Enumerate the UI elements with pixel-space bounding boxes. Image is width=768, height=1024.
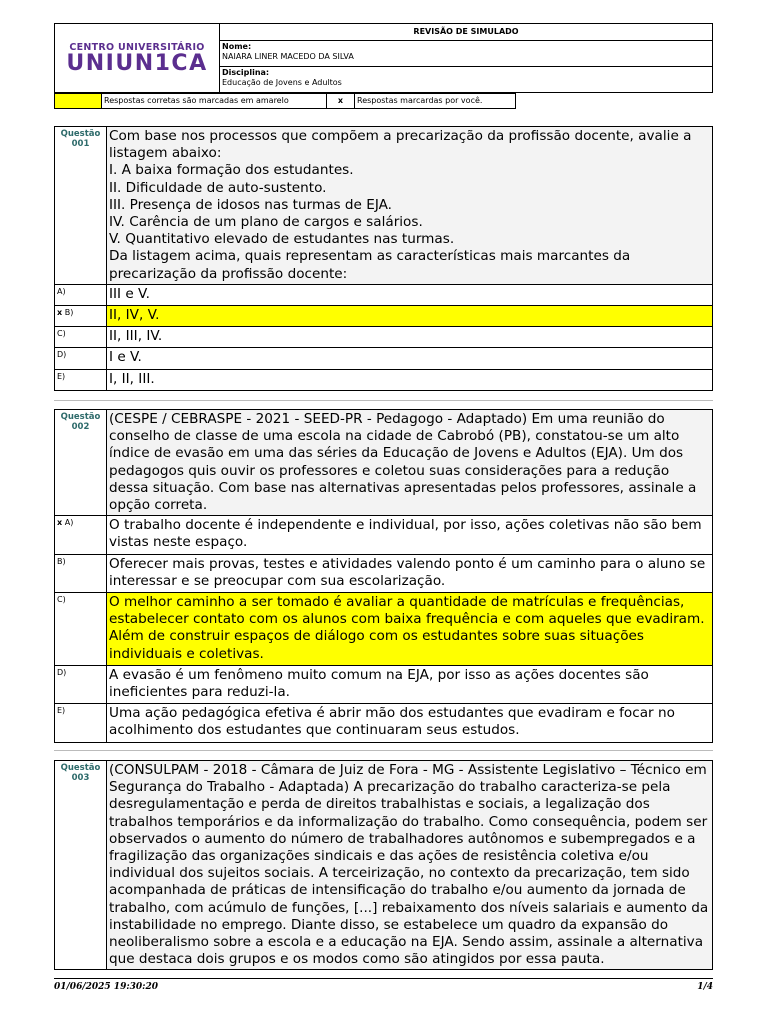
option-text: II, IV, V. (107, 306, 712, 326)
legend (54, 93, 516, 109)
option-text: O trabalho docente é independente e individual, por isso, ações coletivas não são bem vistas neste espaço. (109, 517, 702, 551)
option-letter: E) (57, 706, 66, 716)
option-mark: x (57, 308, 63, 318)
page-footer (54, 978, 713, 997)
report-header (54, 23, 713, 93)
option-letter: B) (64, 308, 74, 318)
option-letter: A) (57, 286, 66, 296)
option-text: II, III, IV. (109, 328, 163, 345)
university-logo (55, 24, 220, 92)
option-mark: x (57, 518, 63, 528)
divider (54, 400, 713, 401)
option-row[interactable] (55, 555, 712, 593)
option-row[interactable] (55, 370, 712, 390)
print-datetime: 01/06/2025 19:30:20 (54, 982, 159, 992)
option-text: I, II, III. (109, 370, 155, 387)
question-number: 003 (71, 773, 90, 783)
option-row-correct[interactable] (55, 593, 712, 666)
option-text: Uma ação pedagógica efetiva é abrir mão dos estudantes que evadiram e focar no acolhimento dos estudantes que continuaram seus estudos. (109, 705, 675, 739)
question-label-word: Questão (60, 129, 101, 139)
question-label (55, 410, 107, 515)
question-label-word: Questão (60, 412, 101, 422)
student-name-field (220, 41, 712, 67)
option-row[interactable] (55, 704, 712, 741)
option-text: O melhor caminho a ser tomado é avaliar a quantidade de matrículas e frequências, estabelecer contato com os alunos com baixa frequência e com aqueles que evadiram. Além de construir espaços de diálogo com os estudantes sobre suas situações individuais e coletivas. (107, 593, 712, 665)
option-letter: B) (57, 556, 66, 566)
logo-wordmark: UNIUN1CA (66, 50, 208, 76)
question-label (55, 127, 107, 284)
legend-correct-text: Respostas corretas são marcadas em amarelo (102, 93, 327, 109)
legend-x-mark: x (327, 93, 355, 109)
question-block-001 (54, 126, 713, 391)
option-row[interactable] (55, 348, 712, 369)
option-row[interactable] (55, 285, 712, 306)
option-letter: C) (57, 329, 66, 339)
discipline-field (220, 67, 712, 92)
question-number: 002 (71, 422, 90, 432)
option-text: III e V. (109, 285, 150, 302)
discipline-value: Educação de Jovens e Adultos (222, 78, 342, 87)
option-text: Oferecer mais provas, testes e atividades valendo ponto é um caminho para o aluno se interessar e se preocupar com sua escolarização. (109, 555, 706, 589)
legend-yellow-swatch (54, 93, 102, 109)
option-letter: A) (64, 518, 74, 528)
option-letter: E) (57, 371, 66, 381)
divider (54, 750, 713, 751)
name-label: Nome: (222, 42, 252, 51)
option-row[interactable] (55, 516, 712, 554)
option-row-correct[interactable] (55, 306, 712, 327)
question-row (55, 761, 712, 969)
question-block-003 (54, 760, 713, 970)
page-title: REVISÃO DE SIMULADO (220, 24, 712, 41)
question-label (55, 761, 107, 969)
option-text: A evasão é um fenômeno muito comum na EJA, por isso as ações docentes são ineficientes para reduzi-la. (109, 666, 649, 701)
logo-subtitle: CENTRO UNIVERSITÁRIO (69, 41, 205, 53)
legend-marked-text: Respostas marcardas por você. (355, 93, 516, 109)
question-text: (CESPE / CEBRASPE - 2021 - SEED-PR - Pedagogo - Adaptado) Em uma reunião do conselho de classe de uma escola na cidade de Cabrobó (PB), constatou-se um alto índice de evasão em uma das séries da Educação de Jovens e Adultos (EJA). Um dos pedagogos quis ouvir os professores e coletou suas considerações para a redução dessa situação. Com base nas alternativas apresentadas pelos professores, assinale a opção correta. (107, 410, 712, 515)
question-text: Com base nos processos que compõem a precarização da profissão docente, avalie a listagem abaixo: I. A baixa formação dos estudantes. II. Dificuldade de auto-sustento. III. Presença de idosos nas turmas de EJA. IV. Carência de um plano de cargos e salários. V. Quantitativo elevado de estudantes nas turmas. Da listagem acima, quais representam as características mais marcantes da precarização da profissão docente: (107, 127, 712, 284)
option-letter: D) (57, 350, 67, 360)
option-row[interactable] (55, 327, 712, 348)
option-letter: D) (57, 667, 67, 677)
question-text: (CONSULPAM - 2018 - Câmara de Juiz de Fora - MG - Assistente Legislativo – Técnico em Segurança do Trabalho - Adaptada) A precarização do trabalho caracteriza-se pela desregulamentação e perda de direitos trabalhistas e sociais, a legalização dos trabalhos temporários e da informalização do trabalho. Como consequência, podem ser observados o aumento do número de trabalhadores autônomos e subempregados e a fragilização das organizações sindicais e das ações de resistência coletiva e/ou individual dos sujeitos sociais. A terceirização, no contexto da precarização, tem sido acompanhada de práticas de intensificação do trabalho e/ou aumento da jornada de trabalho, com acúmulo de funções, [...] rebaixamento dos níveis salariais e aumento da instabilidade no emprego. Diante disso, se estabelece um quadro da expansão do neoliberalismo sobre a escola e a educação na EJA. Sendo assim, assinale a alternativa que destaca dois grupos e os modos como são atingidos por essa pauta. (107, 761, 712, 969)
question-block-002 (54, 409, 713, 743)
option-letter: C) (57, 595, 66, 605)
discipline-label: Disciplina: (222, 68, 270, 77)
page-number: 1/4 (697, 982, 713, 992)
question-row (55, 410, 712, 516)
question-number: 001 (71, 139, 90, 149)
question-row (55, 127, 712, 285)
option-row[interactable] (55, 666, 712, 704)
option-text: I e V. (109, 349, 142, 366)
name-value: NAIARA LINER MACEDO DA SILVA (222, 52, 354, 61)
question-label-word: Questão (60, 763, 101, 773)
